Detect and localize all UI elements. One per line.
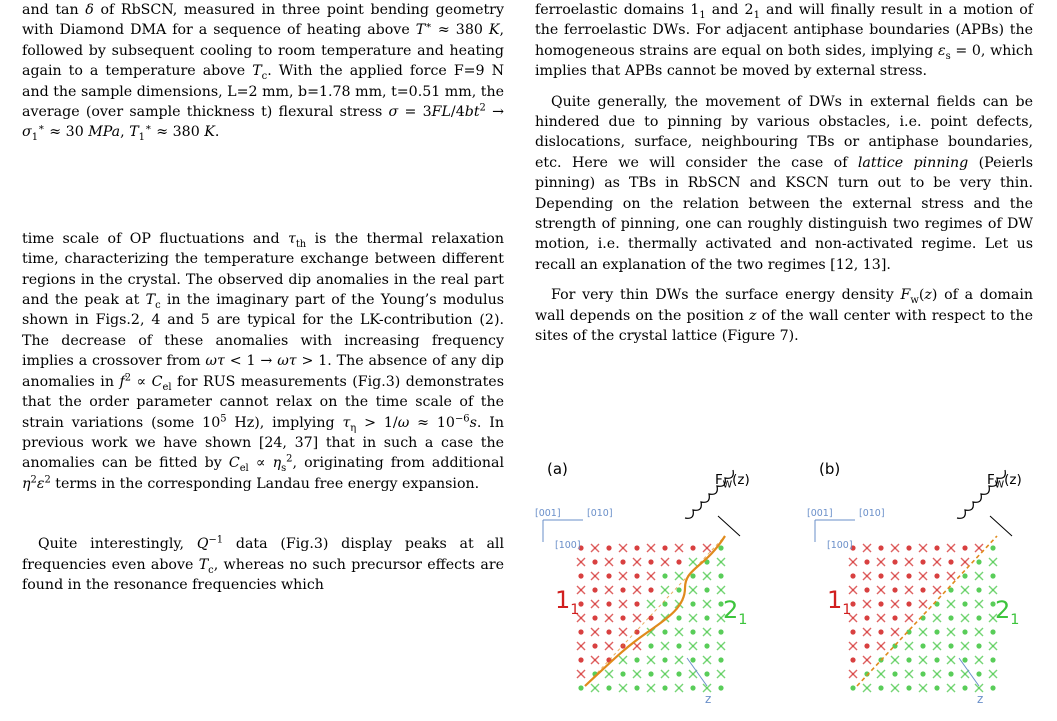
panel-b-label: (b): [819, 460, 841, 478]
dir-100-b: [100]: [827, 540, 853, 551]
domain-1-label-a: $1_1$: [555, 586, 580, 618]
domain-1-label-b: $1_1$: [827, 586, 852, 618]
panel-a-label: (a): [547, 460, 568, 478]
panel-a: [535, 458, 775, 721]
right-column: [535, 0, 1033, 347]
figure-caption-text: and tan δ of RbSCN, measured in three point bending geometry with Diamond DMA for a sequence of heating above T∗ ≈ 380 K, followed by subsequent cooling to room temperature and heating again to a temperature above $T_c$. With the applied force F=9 N and the sample dimensions, L=2 mm, b=1.78 mm, t=0.51 mm, the average (over sample thickness t) flexural stress $\sigma = 3FL/4bt^2 \to \sigma_1^∗ \approx 30$ MPa, $T_1^∗ \approx 380$ K.: [22, 2, 505, 144]
lattice-sites: [577, 544, 725, 692]
panel-b: [807, 458, 1047, 721]
fw-arrow: [718, 516, 740, 536]
paragraph-pinning: Quite generally, the movement of DWs in external fields can be hindered due to pinning by various obstacles, i.e. point defects, dislocations, surface, neighbouring TBs or antiphase boundaries, etc. Here we will consider the case of lattice pinning (Peierls pinning) as TBs in RbSCN and KSCN turn out to be very thin. Depending on the relation between the external stress and the strength of pinning, one can roughly distinguish two regimes of DW motion, i.e. thermally activated and non-activated regime. Let us recall an explanation of the two regimes [12, 13].: [535, 93, 1033, 273]
dir-010-b: [010]: [859, 508, 885, 519]
paragraph-ferroelastic-domains: ferroelastic domains $1_1$ and $2_1$ and will finally result in a motion of the ferroelastic DWs. For adjacent antiphase boundaries (APBs) the homogeneous strains are equal on both sides, implying $\varepsilon_s = 0$, which implies that APBs cannot be moved by external stress.: [535, 2, 1033, 80]
figure-caption: [22, 0, 504, 143]
domain-2-label-a: $2_1$: [723, 596, 748, 628]
z-axis-label-a: z: [705, 692, 712, 706]
paragraph-q-inverse: Quite interestingly, $Q^{-1}$ data (Fig.3) display peaks at all frequencies even above $T_c$, whereas no such precursor effects are found in the resonance frequencies which: [22, 534, 505, 593]
dir-100-a: [100]: [555, 540, 581, 551]
paragraph-lk-contribution: time scale of OP fluctuations and $\tau_{th}$ is the thermal relaxation time, characterizing the temperature exchange between different regions in the crystal. The observed dip anomalies in the real part and the peak at $T_c$ in the imaginary part of the Young’s modulus shown in Figs.2, 4 and 5 are typical for the LK-contribution (2). The decrease of these anomalies with increasing frequency implies a crossover from ωτ < 1 → ωτ > 1. The absence of any dip anomalies in $f^2 \propto C_{el}$ for RUS measurements (Fig.3) demonstrates that the order parameter cannot relax on the time scale of the strain variations (some $10^5$ Hz), implying $\tau_\eta > 1/\omega \approx 10^{-6}s$. In previous work we have shown [24, 37] that in such a case the anomalies can be fitted by $C_{el} \propto \eta_s^2$, originating from additional $\eta^2\varepsilon^2$ terms in the corresponding Landau free energy expansion.: [22, 230, 505, 492]
fw-label-a: $F_W(z)$: [715, 472, 750, 491]
left-column: [22, 0, 504, 595]
paragraph-surface-energy: For very thin DWs the surface energy density $F_w(z)$ of a domain wall depends on the position z of the wall center with respect to the sites of the crystal lattice (Figure 7).: [535, 287, 1034, 345]
dir-001-b: [001]: [807, 508, 833, 519]
domain-2-label-b: $2_1$: [995, 596, 1020, 628]
fw-label-b: $F_W(z)$: [987, 472, 1022, 491]
figure-7: [535, 458, 1045, 721]
fw-arrow: [990, 516, 1012, 536]
z-axis-label-b: z: [977, 692, 984, 706]
dir-010-a: [010]: [587, 508, 613, 519]
dir-001-a: [001]: [535, 508, 561, 519]
